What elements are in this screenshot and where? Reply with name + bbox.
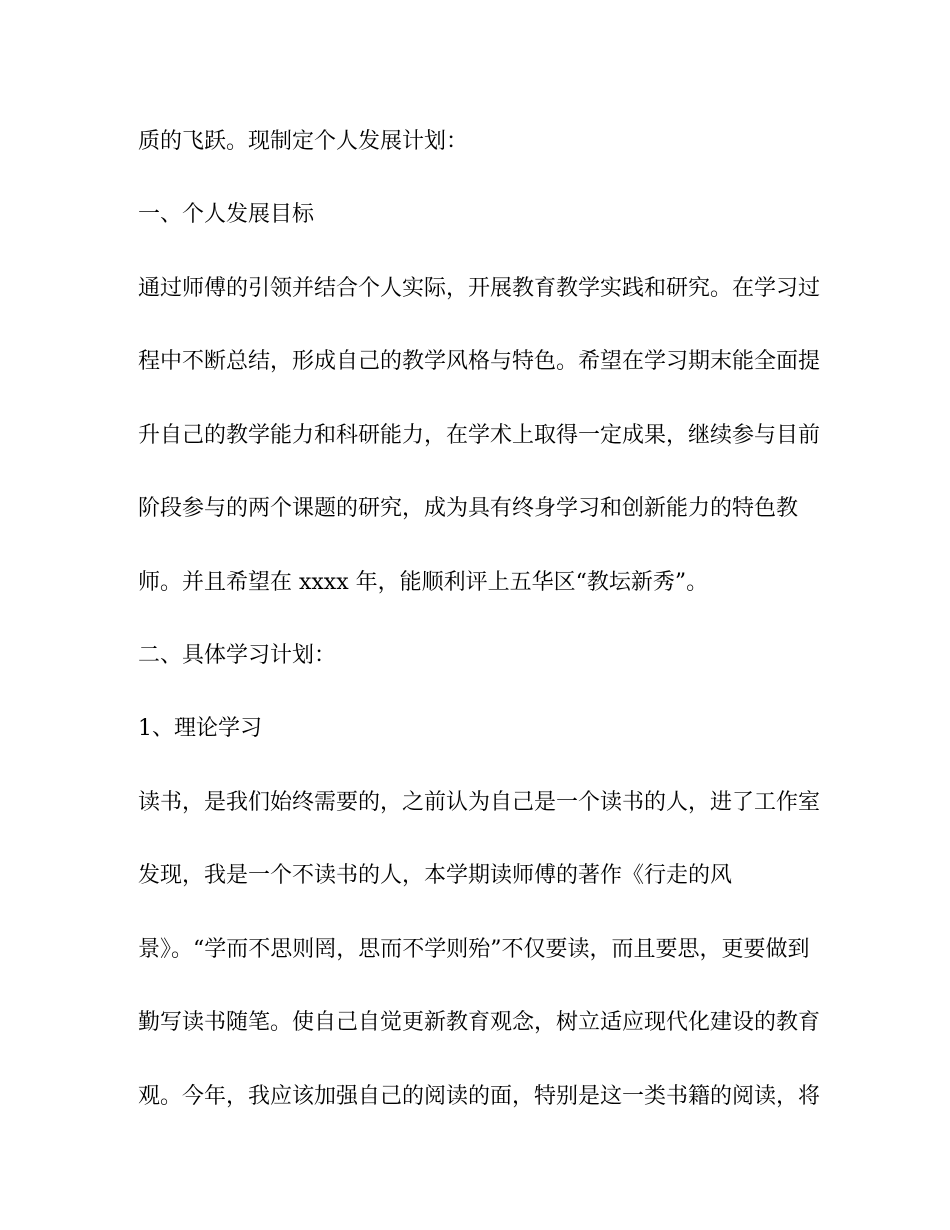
text-line: 观。今年，我应该加强自己的阅读的面，特别是这一类书籍的阅读，将 xyxy=(138,1084,821,1109)
text-line: 发现，我是一个不读书的人，本学期读师傅的著作《行走的风 xyxy=(138,863,733,888)
text-line: 升自己的教学能力和科研能力，在学术上取得一定成果，继续参与目前 xyxy=(138,423,821,448)
text-line: 读书，是我们始终需要的，之前认为自己是一个读书的人，进了工作室 xyxy=(138,790,821,815)
text-line: 勤写读书随笔。使自己自觉更新教育观念，树立适应现代化建设的教育 xyxy=(138,1010,821,1035)
text-line: 通过师傅的引领并结合个人实际，开展教育教学实践和研究。在学习过 xyxy=(138,276,821,301)
text-line: 阶段参与的两个课题的研究，成为具有终身学习和创新能力的特色教 xyxy=(138,496,799,521)
section-heading: 一、个人发展目标 xyxy=(138,202,315,227)
text-line: 景》。“学而不思则罔，思而不学则殆”不仅要读，而且要思，更要做到 xyxy=(138,937,810,962)
text-line: 程中不断总结，形成自己的教学风格与特色。希望在学习期末能全面提 xyxy=(138,349,821,374)
text-line: 质的飞跃。现制定个人发展计划： xyxy=(138,129,469,154)
section-heading: 二、具体学习计划： xyxy=(138,643,337,668)
subsection-heading: 1、理论学习 xyxy=(138,716,262,741)
text-line: 师。并且希望在 xxxx 年，能顺利评上五华区“教坛新秀”。 xyxy=(138,570,709,595)
